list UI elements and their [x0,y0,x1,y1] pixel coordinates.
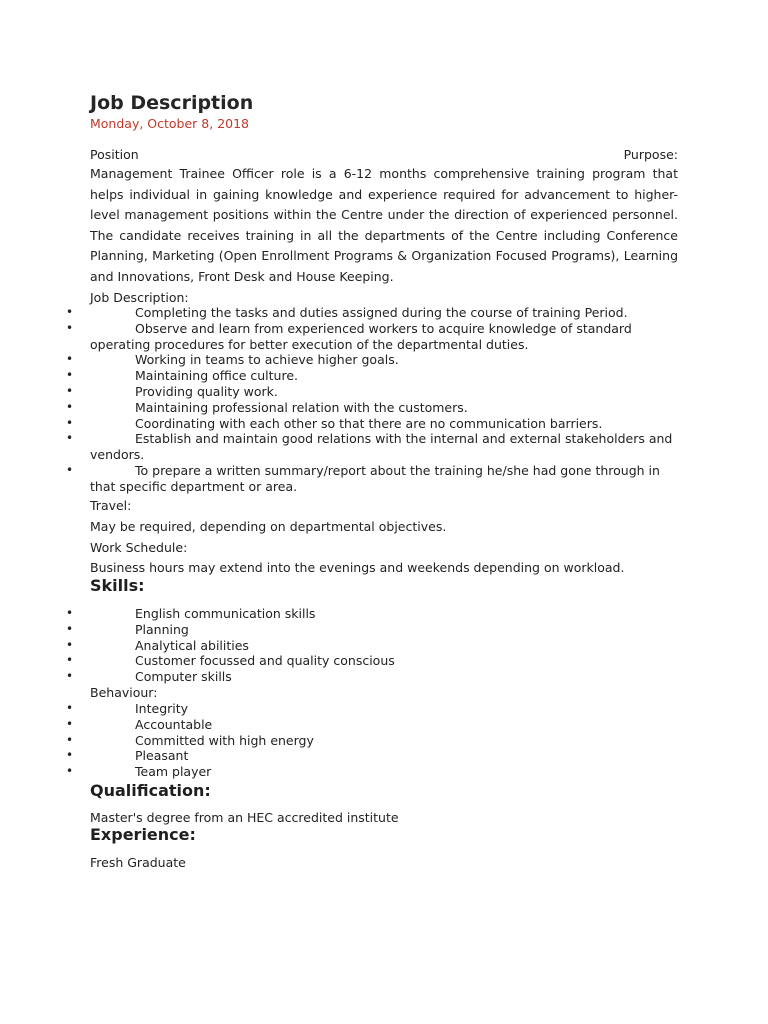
behaviour-item [0,733,768,749]
document-date: Monday, October 8, 2018 [90,116,250,131]
document-title: Job Description [90,92,254,114]
duty-item [0,305,768,321]
skill-item-text: Customer focussed and quality conscious [135,653,395,669]
behaviour-item-text: Integrity [135,701,189,716]
duty-item [0,416,768,432]
bullet-icon: • [66,764,74,779]
bullet-icon: • [66,368,74,383]
behaviour-list [0,701,768,780]
qualification-text: Master's degree from an HEC accredited institute [90,810,399,825]
bullet-icon: • [66,305,74,319]
bullet-icon: • [66,748,74,763]
duty-item-text: Establish and maintain good relations with the internal and external stakeholders and vendors. [90,431,673,463]
bullet-icon: • [66,701,74,715]
skills-list [0,606,768,685]
experience-heading: Experience: [90,825,196,844]
duty-item [0,368,768,384]
purpose-paragraph: Management Trainee Officer role is a 6-12 months comprehensive training program that helps individual in gaining knowledge and experience required for advancement to higher-level management positions within the Centre under the direction of experienced personnel. The candidate receives training in all the departments of the Centre including Conference Planning, Marketing (Open Enrollment Programs & Organization Focused Programs), Learning and Innovations, Front Desk and House Keeping. [90,166,678,284]
duty-item [0,352,768,368]
duty-item-text: Completing the tasks and duties assigned during the course of training Period. [135,305,628,320]
behaviour-item-text: Committed with high energy [135,732,314,748]
behaviour-item [0,764,768,780]
behaviour-item-text: Pleasant [135,748,189,764]
work-schedule-text: Business hours may extend into the evenings and weekends depending on workload. [90,560,625,575]
skill-item-text: Analytical abilities [135,637,249,653]
bullet-icon: • [66,399,74,414]
duty-item [0,431,768,463]
bullet-icon: • [66,653,74,668]
behaviour-item-text: Team player [135,764,212,780]
behaviour-item [0,717,768,733]
skill-item-text: Planning [135,621,189,637]
duty-item-text: To prepare a written summary/report about the training he/she had gone through in that specific department or area. [90,462,660,494]
skill-item [0,653,768,669]
bullet-icon: • [66,606,74,620]
skill-item [0,622,768,638]
skill-item-text: Computer skills [135,669,232,685]
duty-item-text: Maintaining professional relation with the customers. [135,399,468,415]
skills-heading: Skills: [90,576,145,595]
bullet-icon: • [66,716,74,731]
work-schedule-label: Work Schedule: [90,540,188,555]
purpose-label: Purpose: [623,147,678,162]
behaviour-item [0,701,768,717]
duty-item-text: Providing quality work. [135,383,278,399]
bullet-icon: • [66,621,74,636]
bullet-icon: • [66,415,74,430]
skill-item [0,669,768,685]
bullet-icon: • [66,352,74,367]
duty-item-text: Observe and learn from experienced workers to acquire knowledge of standard operating procedures for better execution of the departmental duties. [90,320,632,352]
skill-item [0,606,768,622]
duty-item-text: Coordinating with each other so that there are no communication barriers. [135,415,603,431]
travel-label: Travel: [90,498,132,513]
bullet-icon: • [66,669,74,684]
bullet-icon: • [66,732,74,747]
duty-item [0,463,768,495]
job-description-label: Job Description: [90,290,189,305]
duty-item [0,321,768,353]
behaviour-label: Behaviour: [90,685,158,700]
position-label: Position [90,147,139,162]
skill-item [0,638,768,654]
bullet-icon: • [66,431,74,446]
position-purpose-row [90,147,678,162]
duty-item-text: Working in teams to achieve higher goals. [135,352,399,368]
qualification-heading: Qualification: [90,781,211,800]
behaviour-item-text: Accountable [135,716,213,732]
skill-item-text: English communication skills [135,606,316,621]
bullet-icon: • [66,637,74,652]
experience-text: Fresh Graduate [90,855,186,870]
bullet-icon: • [66,320,74,335]
travel-text: May be required, depending on departmental objectives. [90,519,447,534]
duty-item [0,384,768,400]
behaviour-item [0,748,768,764]
duties-list [0,305,768,495]
duty-item-text: Maintaining office culture. [135,368,298,384]
bullet-icon: • [66,383,74,398]
bullet-icon: • [66,462,74,477]
duty-item [0,400,768,416]
